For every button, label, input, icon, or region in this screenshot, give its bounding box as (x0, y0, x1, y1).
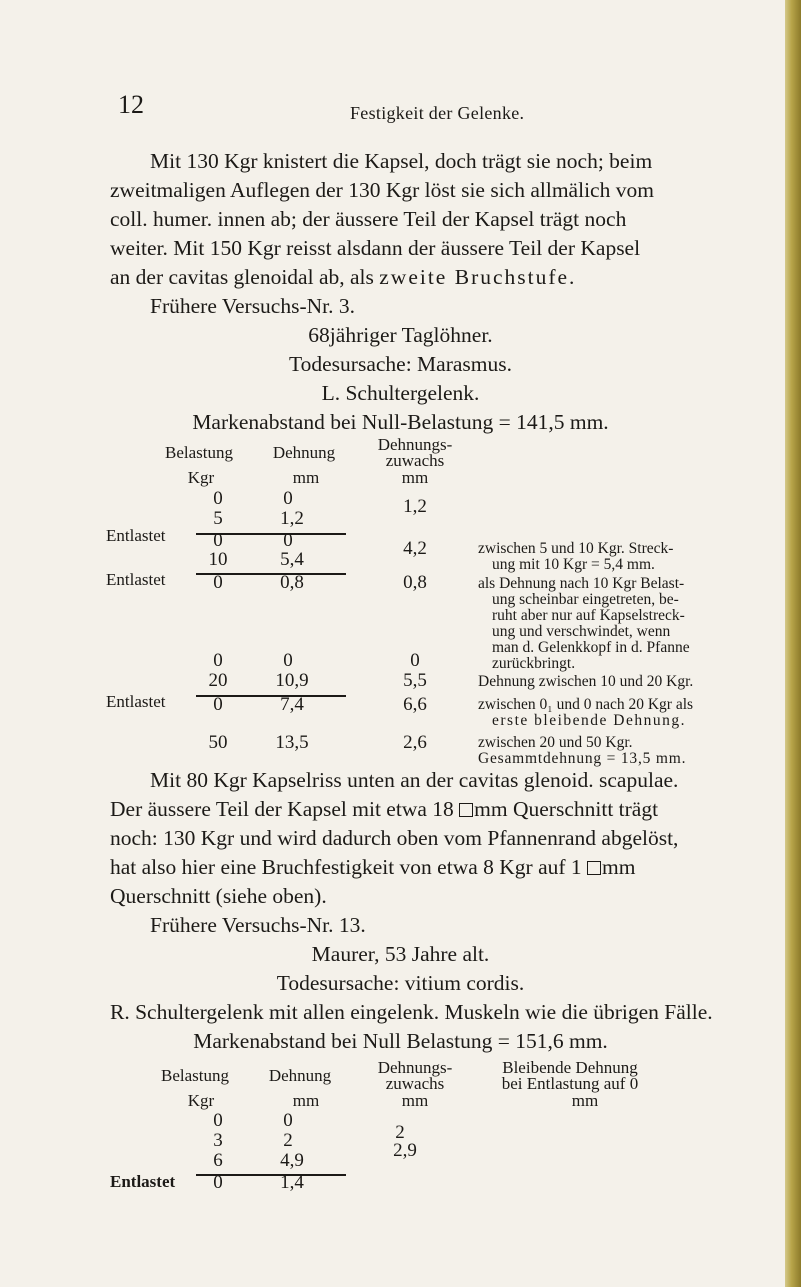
table-cell: 2,6 (403, 732, 427, 753)
table-cell: 7,4 (280, 694, 304, 715)
note-text: zwischen 0₁ und 0 nach 20 Kgr als (478, 696, 694, 713)
intro-line-1: Mit 130 Kgr knistert die Kapsel, doch trägt sie noch; beim (150, 149, 653, 173)
table-cell: 0,8 (403, 572, 427, 593)
table-cell: 0 (283, 488, 293, 509)
table-cell: 5,4 (280, 549, 304, 570)
table-cell: 0 (283, 530, 293, 551)
exp3-title: Frühere Versuchs-Nr. 3. (150, 294, 356, 318)
exp3-col-incr-1: Dehnungs- (377, 435, 453, 454)
exp13-col-incr-2: zuwachs (385, 1074, 445, 1093)
page-number: 12 (118, 90, 144, 119)
exp3-cause: Todesursache: Marasmus. (289, 352, 512, 376)
intro-line-2: zweitmaligen Auflegen der 130 Kgr löst sie sich allmälich vom (110, 178, 654, 202)
table-cell: 0 (213, 530, 223, 551)
note-text: zurückbringt. (492, 655, 576, 672)
mid-line-3: noch: 130 Kgr und wird dadurch oben vom Pfannenrand abgelöst, (110, 826, 679, 850)
running-head: Festigkeit der Gelenke. (350, 103, 525, 123)
exp13-unit-kgr: Kgr (187, 1091, 215, 1110)
note-text: als Dehnung nach 10 Kgr Belast- (478, 575, 685, 592)
exp13-unit-mm-incr: mm (401, 1091, 429, 1110)
exp3-unit-mm: mm (292, 468, 320, 487)
exp13-joint: R. Schultergelenk mit allen eingelenk. Muskeln wie die übrigen Fälle. (110, 1000, 713, 1024)
note-text: ruht aber nur auf Kapselstreck- (492, 607, 685, 624)
note-text: Dehnung zwischen 10 und 20 Kgr. (478, 673, 694, 690)
table-cell: 0 (213, 572, 223, 593)
exp13-unit-mm-perm: mm (571, 1091, 599, 1110)
intro-line-4: weiter. Mit 150 Kgr reisst alsdann der äussere Teil der Kapsel (110, 236, 641, 260)
exp13-col-perm-1: Bleibende Dehnung (502, 1058, 638, 1077)
table-cell: 0 (213, 1172, 223, 1193)
exp13-subject: Maurer, 53 Jahre alt. (311, 942, 490, 966)
note-text: erste bleibende Dehnung. (492, 712, 686, 729)
table-cell: 1,4 (280, 1172, 304, 1193)
table-cell: 0 (410, 650, 420, 671)
table-cell: 1,2 (403, 496, 427, 517)
table-cell: 10 (208, 549, 228, 570)
table-cell: 0 (283, 650, 293, 671)
exp3-unit-kgr: Kgr (187, 468, 215, 487)
table-cell: 2 (283, 1130, 293, 1151)
square-symbol-icon (587, 861, 601, 875)
note-text: ung und verschwindet, wenn (492, 623, 671, 640)
relieved-label: Entlastet (106, 526, 166, 545)
table-cell: 2 (395, 1122, 405, 1143)
table-cell: 3 (213, 1130, 223, 1151)
table-cell: 1,2 (280, 508, 304, 529)
table-cell: 2,9 (393, 1140, 417, 1161)
table-cell: 4,9 (280, 1150, 304, 1171)
table-cell: 6,6 (403, 694, 427, 715)
mid-line-2: Der äussere Teil der Kapsel mit etwa 18 mm Querschnitt trägt (110, 797, 659, 821)
exp3-unit-mm-incr: mm (401, 468, 429, 487)
exp13-col-incr-1: Dehnungs- (377, 1058, 453, 1077)
exp13-col-load: Belastung (161, 1066, 229, 1085)
note-text: ung mit 10 Kgr = 5,4 mm. (492, 556, 655, 573)
table-cell: 10,9 (275, 670, 309, 691)
exp3-marks: Markenabstand bei Null-Belastung = 141,5 mm. (192, 410, 609, 434)
note-text: Gesammtdehnung = 13,5 mm. (478, 750, 687, 767)
exp3-col-load: Belastung (165, 443, 233, 462)
relieved-label: Entlastet (106, 692, 166, 711)
exp13-unit-mm: mm (292, 1091, 320, 1110)
table-cell: 0 (283, 1110, 293, 1131)
intro-line-3: coll. humer. innen ab; der äussere Teil der Kapsel trägt noch (110, 207, 627, 231)
note-text: zwischen 5 und 10 Kgr. Streck- (478, 540, 674, 557)
exp13-cause: Todesursache: vitium cordis. (276, 971, 525, 995)
exp3-col-stretch: Dehnung (272, 443, 336, 462)
exp13-col-stretch: Dehnung (268, 1066, 332, 1085)
note-text: zwischen 20 und 50 Kgr. (478, 734, 633, 751)
mid-line-4: hat also hier eine Bruchfestigkeit von etwa 8 Kgr auf 1 mm (110, 855, 636, 879)
note-text: ung scheinbar eingetreten, be- (492, 591, 679, 608)
table-cell: 0 (213, 694, 223, 715)
mid-line-1: Mit 80 Kgr Kapselriss unten an der cavitas glenoid. scapulae. (150, 768, 679, 792)
relieved-label: Entlastet (106, 570, 166, 589)
exp3-col-incr-2: zuwachs (385, 451, 445, 470)
table-cell: 20 (208, 670, 228, 691)
table-cell: 6 (213, 1150, 223, 1171)
intro-line-5: an der cavitas glenoidal ab, als zweite Bruchstufe. (110, 265, 577, 289)
table-cell: 50 (208, 732, 228, 753)
table-cell: 4,2 (403, 538, 427, 559)
table-cell: 0,8 (280, 572, 304, 593)
page-edge (785, 0, 801, 1287)
exp13-col-perm-2: bei Entlastung auf 0 (501, 1074, 639, 1093)
table-cell: 0 (213, 650, 223, 671)
exp3-joint: L. Schultergelenk. (321, 381, 480, 405)
table-cell: 13,5 (275, 732, 309, 753)
exp3-subject: 68jähriger Taglöhner. (308, 323, 493, 347)
note-text: man d. Gelenkkopf in d. Pfanne (492, 639, 690, 656)
table-cell: 5,5 (403, 670, 427, 691)
mid-line-5: Querschnitt (siehe oben). (110, 884, 327, 908)
relieved-label: Entlastet (110, 1172, 176, 1191)
square-symbol-icon (459, 803, 473, 817)
table-cell: 0 (213, 488, 223, 509)
exp13-title: Frühere Versuchs-Nr. 13. (150, 913, 366, 937)
table-cell: 0 (213, 1110, 223, 1131)
table-cell: 5 (213, 508, 223, 529)
exp13-marks: Markenabstand bei Null Belastung = 151,6 mm. (193, 1029, 608, 1053)
